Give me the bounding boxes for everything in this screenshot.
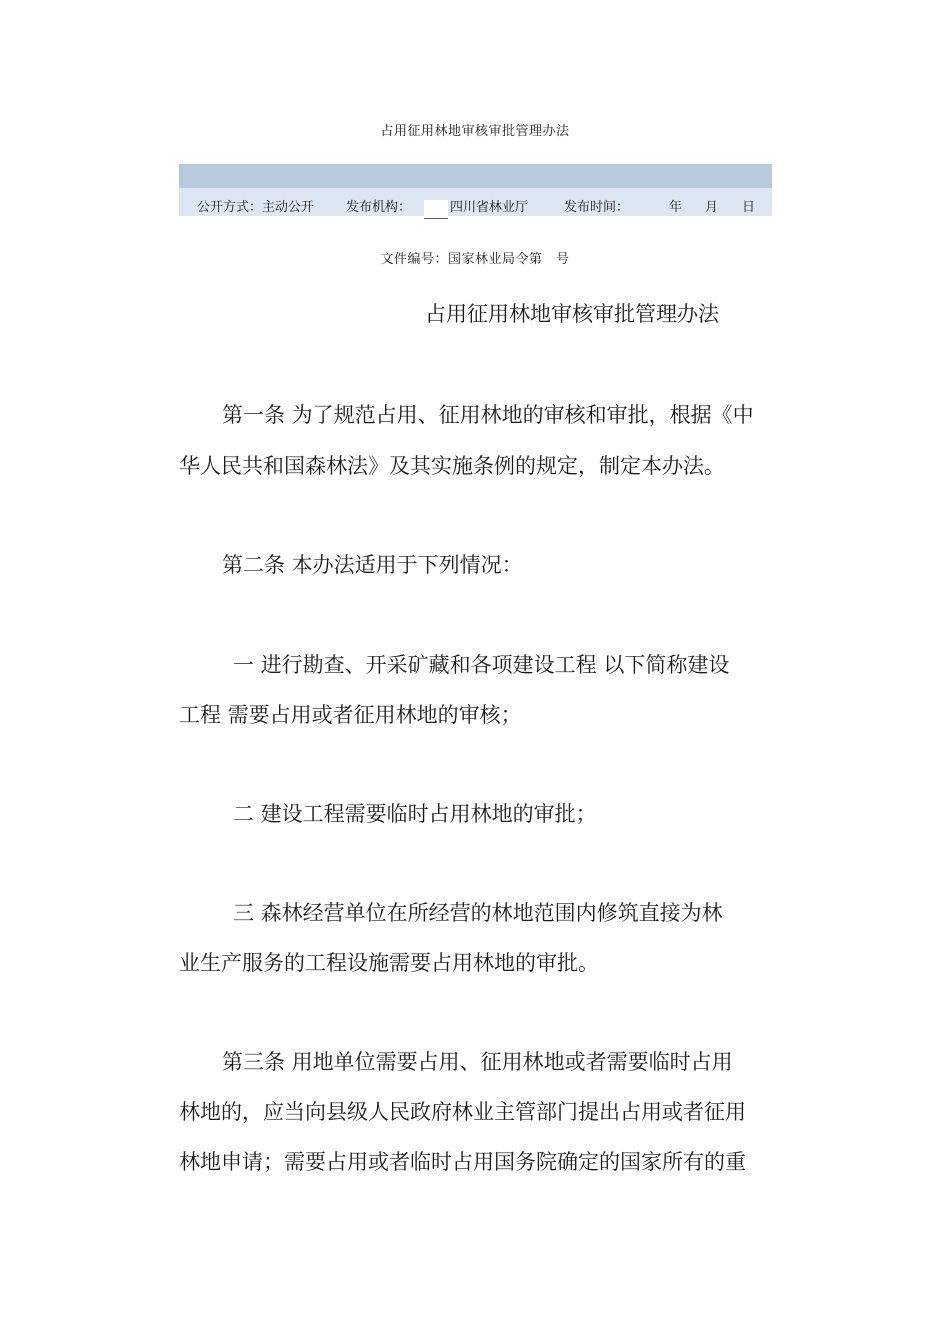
publisher-box — [424, 200, 448, 219]
paragraph-line: 第三条 用地单位需要占用、征用林地或者需要临时占用 — [222, 1050, 733, 1074]
paragraph-line: 工程 需要占用或者征用林地的审核； — [179, 703, 522, 727]
disclosure-text: 公开方式：主动公开 — [197, 200, 315, 215]
paragraph-line: 一 进行勘查、开采矿藏和各项建设工程 以下简称建设 — [233, 653, 730, 677]
paragraph-line: 业生产服务的工程设施需要占用林地的审批。 — [179, 951, 599, 975]
paragraph-line: 第一条 为了规范占用、征用林地的审核和审批，根据《中 — [222, 403, 754, 427]
date-month: 月 — [705, 200, 719, 215]
document-title: 占用征用林地审核审批管理办法 — [425, 302, 719, 326]
publisher-label: 发布机构： — [346, 200, 412, 215]
paragraph-line: 第二条 本办法适用于下列情况： — [222, 553, 523, 577]
info-bar — [179, 164, 772, 216]
paragraph-line: 三 森林经营单位在所经营的林地范围内修筑直接为林 — [233, 901, 723, 925]
paragraph-line: 华人民共和国森林法》及其实施条例的规定，制定本办法。 — [179, 454, 725, 478]
doc-number: 文件编号：国家林业局令第 号 — [380, 252, 570, 267]
publisher-name: 四川省林业厅 — [450, 200, 529, 215]
header-small-title: 占用征用林地审核审批管理办法 — [380, 124, 570, 139]
info-bar-strip — [179, 164, 772, 188]
date-year: 年 — [669, 200, 683, 215]
paragraph-line: 林地申请；需要占用或者临时占用国务院确定的国家所有的重 — [179, 1150, 746, 1174]
date-day: 日 — [742, 200, 756, 215]
paragraph-line: 林地的，应当向县级人民政府林业主管部门提出占用或者征用 — [179, 1100, 746, 1124]
date-label: 发布时间： — [564, 200, 630, 215]
paragraph-line: 二 建设工程需要临时占用林地的审批； — [233, 802, 597, 826]
